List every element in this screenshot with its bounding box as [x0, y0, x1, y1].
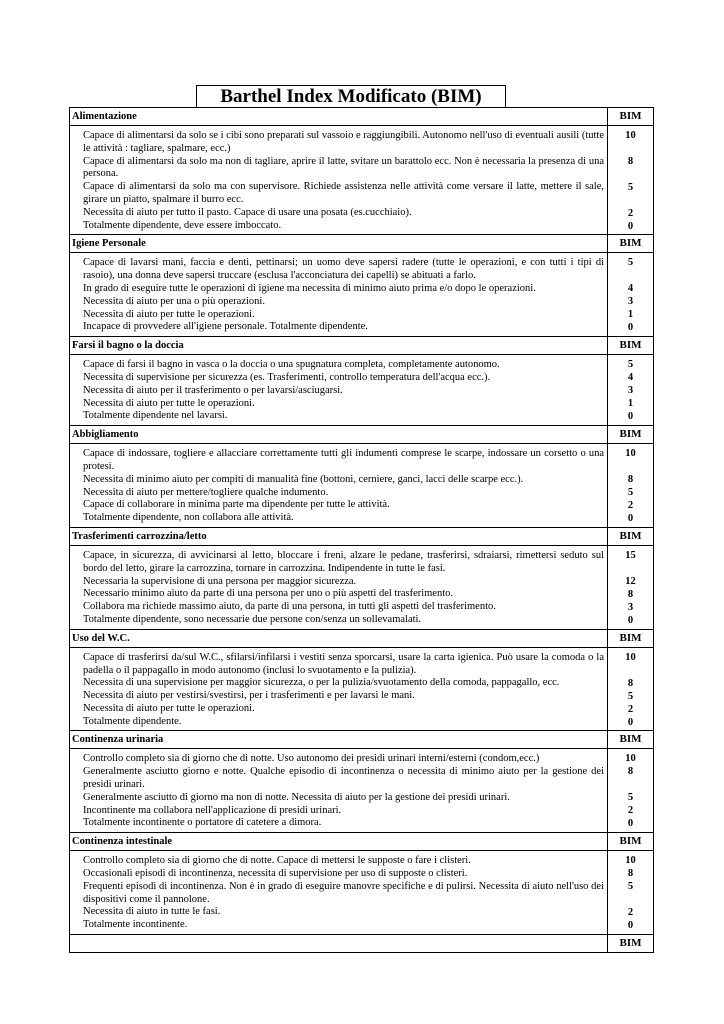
item-description: Necessita di minimo aiuto per compiti di manualità fine (bottoni, cerniere, ganci, lacci delle scarpe ecc.).: [83, 473, 524, 485]
section-header-row: [70, 235, 654, 253]
section-title: Trasferimenti carrozzina/letto: [70, 527, 608, 545]
item-score: 10: [625, 651, 636, 663]
item-score: 0: [627, 411, 634, 423]
item-description: Capace di alimentarsi da solo ma non di tagliare, aprire il latte, svitare un barattolo ecc. Non è necessaria la presenza di una persona.: [83, 155, 604, 180]
document-title: Barthel Index Modificato (BIM): [196, 85, 506, 107]
item-description: Totalmente incontinente.: [83, 919, 188, 931]
item-description: Generalmente asciutto giorno e notte. Qualche episodio di incontinenza o necessita di minimo aiuto per la gestione dei presidi urinari.: [83, 766, 604, 791]
section-scores: [608, 444, 654, 528]
item-description: Necessaria la supervisione di una persona per maggior sicurezza.: [83, 575, 357, 587]
item-description: Capace, in sicurezza, di avvicinarsi al letto, bloccare i freni, alzare le pedane, trasferirsi, sdraiarsi, rimettersi seduto sul bordo del letto, girare la carrozzina, tornare in carrozzina. Indipendente in tutte le fasi.: [83, 549, 604, 574]
section-title: Alimentazione: [70, 108, 608, 126]
score-column-header: BIM: [608, 108, 654, 126]
item-score: 0: [627, 221, 634, 232]
item-description: Totalmente dipendente, deve essere imboccato.: [83, 219, 282, 231]
section-body-row: [70, 545, 654, 629]
item-score: 4: [627, 283, 634, 295]
item-description: Totalmente dipendente nel lavarsi.: [83, 410, 228, 422]
item-score: 0: [627, 818, 634, 830]
item-description: Collabora ma richiede massimo aiuto, da parte di una persona, in tutti gli aspetti del trasferimento.: [83, 601, 496, 613]
item-score: 10: [625, 448, 636, 460]
item-description: Capace di collaborare in minima parte ma dipendente per tutte le attività.: [83, 499, 390, 511]
item-score: 0: [627, 920, 634, 932]
section-body-row: [70, 355, 654, 426]
item-score: 1: [627, 309, 634, 321]
section-header-row: [70, 731, 654, 749]
score-column-header: BIM: [608, 426, 654, 444]
item-description: Totalmente incontinente o portatore di catetere a dimora.: [83, 817, 322, 829]
section-items: [70, 545, 608, 629]
item-score: 5: [627, 182, 634, 193]
section-header-row: [70, 833, 654, 851]
item-description: Necessita di aiuto per mettere/togliere qualche indumento.: [83, 486, 329, 498]
total-label: [70, 935, 608, 953]
item-score: 10: [625, 855, 636, 867]
item-description: Capace di indossare, togliere e allacciare correttamente tutti gli indumenti comprese le scarpe, indossare un corsetto o una protesi.: [83, 448, 604, 472]
item-score: 8: [627, 588, 634, 600]
section-items: [70, 355, 608, 426]
section-body-row: [70, 851, 654, 935]
section-title: Farsi il bagno o la doccia: [70, 337, 608, 355]
section-header-row: [70, 426, 654, 444]
item-description: Necessita di aiuto per una o più operazioni.: [83, 295, 265, 307]
item-score: 12: [625, 575, 636, 587]
section-items: [70, 444, 608, 528]
score-column-header: BIM: [608, 527, 654, 545]
section-scores: [608, 253, 654, 337]
item-description: In grado di eseguire tutte le operazioni di igiene ma necessita di minimo aiuto prima e/o dopo le operazioni.: [83, 282, 536, 294]
item-description: Totalmente dipendente, sono necessarie due persone con/senza un sollevamalati.: [83, 613, 422, 625]
section-body-row: [70, 126, 654, 235]
item-description: Frequenti episodi di incontinenza. Non è in grado di eseguire manovre specifiche e di pulirsi. Necessita di aiuto nell'uso dei dispositivi come il pannolone.: [83, 880, 604, 905]
item-description: Capace di alimentarsi da solo se i cibi sono preparati sul vassoio e raggiungibili. Autonomo nell'uso di eventuali ausili (tutte le attività : tagliare, spalmare, ecc.): [83, 130, 604, 154]
item-description: Necessita di aiuto per tutto il pasto. Capace di usare una posata (es.cucchiaio).: [83, 206, 412, 218]
section-scores: [608, 545, 654, 629]
bim-table: [69, 107, 654, 953]
section-items: [70, 749, 608, 833]
item-description: Capace di farsi il bagno in vasca o la doccia o una spugnatura completa, completamente autonomo.: [83, 359, 500, 371]
item-description: Necessita di aiuto per il trasferimento o per lavarsi/asciugarsi.: [83, 384, 343, 396]
section-title: Abbigliamento: [70, 426, 608, 444]
score-column-header: BIM: [608, 833, 654, 851]
section-title: Igiene Personale: [70, 235, 608, 253]
item-score: 8: [627, 766, 634, 778]
score-column-header: BIM: [608, 731, 654, 749]
item-score: 2: [627, 208, 634, 219]
total-blank-row: [70, 935, 654, 953]
item-score: 3: [627, 296, 634, 308]
item-description: Incontinente ma collabora nell'applicazione di presidi urinari.: [83, 804, 342, 816]
score-column-header: BIM: [608, 629, 654, 647]
item-score: 2: [627, 500, 634, 512]
section-header-row: [70, 629, 654, 647]
score-column-header: BIM: [608, 235, 654, 253]
item-description: Generalmente asciutto di giorno ma non di notte. Necessita di aiuto per la gestione dei presidi urinari.: [83, 791, 510, 803]
section-scores: [608, 355, 654, 426]
section-scores: [608, 749, 654, 833]
item-score: 3: [627, 601, 634, 613]
item-score: 0: [627, 716, 634, 728]
item-score: 5: [627, 690, 634, 702]
section-body-row: [70, 647, 654, 731]
item-description: Capace di lavarsi mani, faccia e denti, pettinarsi; un uomo deve sapersi radere (tutte le operazioni, e con tutti i tipi di rasoio), una donna deve sapersi truccare (esclusa l'acconciatura dei capelli) se abituati a farlo.: [83, 257, 604, 282]
item-description: Necessita di una supervisione per maggior sicurezza, o per la pulizia/svuotamento della comoda, pappagallo, ecc.: [83, 677, 560, 689]
section-body-row: [70, 444, 654, 528]
item-score: 5: [627, 881, 634, 893]
bim-table-body: [70, 108, 654, 953]
item-score: 2: [627, 703, 634, 715]
item-score: 8: [627, 156, 634, 167]
section-header-row: [70, 108, 654, 126]
item-score: 5: [627, 487, 634, 499]
item-description: Necessita di aiuto per vestirsi/svestirsi, per i trasferimenti e per lavarsi le mani.: [83, 690, 415, 702]
section-scores: [608, 851, 654, 935]
section-items: [70, 851, 608, 935]
item-description: Totalmente dipendente.: [83, 715, 182, 727]
score-column-header: BIM: [608, 337, 654, 355]
section-scores: [608, 647, 654, 731]
item-score: 2: [627, 907, 634, 919]
section-title: Uso del W.C.: [70, 629, 608, 647]
section-body-row: [70, 749, 654, 833]
item-score: 0: [627, 513, 634, 525]
item-description: Incapace di provvedere all'igiene personale. Totalmente dipendente.: [83, 321, 368, 333]
item-description: Necessita di aiuto per tutte le operazioni.: [83, 397, 255, 409]
total-score-header: BIM: [608, 935, 654, 953]
item-description: Occasionali episodi di incontinenza, necessita di supervisione per uso di supposte o clisteri.: [83, 868, 468, 880]
item-score: 8: [627, 868, 634, 880]
section-title: Continenza intestinale: [70, 833, 608, 851]
section-items: [70, 253, 608, 337]
item-score: 5: [627, 257, 634, 269]
item-description: Controllo completo sia di giorno che di notte. Uso autonomo dei presidi urinari interni/esterni (condom,ecc.): [83, 753, 540, 765]
item-description: Totalmente dipendente, non collabora alle attività.: [83, 512, 294, 524]
item-score: 8: [627, 474, 634, 486]
item-score: 10: [625, 753, 636, 765]
item-score: 3: [627, 385, 634, 397]
section-title: Continenza urinaria: [70, 731, 608, 749]
item-description: Capace di alimentarsi da solo ma con supervisore. Richiede assistenza nelle attività come versare il latte, mettere il sale, girare un piatto, spalmare il burro ecc.: [83, 181, 604, 205]
item-description: Controllo completo sia di giorno che di notte. Capace di mettersi le supposte o fare i clisteri.: [83, 855, 471, 867]
item-description: Necessario minimo aiuto da parte di una persona per uno o più aspetti del trasferimento.: [83, 588, 454, 600]
item-score: 5: [627, 359, 634, 371]
section-header-row: [70, 527, 654, 545]
section-body-row: [70, 253, 654, 337]
section-scores: [608, 126, 654, 235]
item-score: 0: [627, 322, 634, 334]
item-description: Necessita di aiuto per tutte le operazioni.: [83, 308, 255, 320]
item-description: Necessita di aiuto in tutte le fasi.: [83, 906, 221, 918]
section-items: [70, 647, 608, 731]
item-score: 4: [627, 372, 634, 384]
item-score: 10: [625, 130, 636, 141]
item-score: 2: [627, 805, 634, 817]
item-score: 1: [627, 398, 634, 410]
item-description: Capace di trasferirsi da/sul W.C., sfilarsi/infilarsi i vestiti senza sporcarsi, usare la carta igienica. Può usare la comoda o la padella o il pappagallo in modo autonomo (inclusi lo svuotamento e la pulizia).: [83, 651, 604, 676]
item-score: 5: [627, 792, 634, 804]
item-score: 8: [627, 677, 634, 689]
item-description: Necessita di supervisione per sicurezza (es. Trasferimenti, controllo temperatura dell'acqua ecc.).: [83, 371, 491, 383]
item-score: 15: [625, 549, 636, 561]
section-header-row: [70, 337, 654, 355]
item-score: 0: [627, 614, 634, 626]
item-description: Necessita di aiuto per tutte le operazioni.: [83, 702, 255, 714]
section-items: [70, 126, 608, 235]
